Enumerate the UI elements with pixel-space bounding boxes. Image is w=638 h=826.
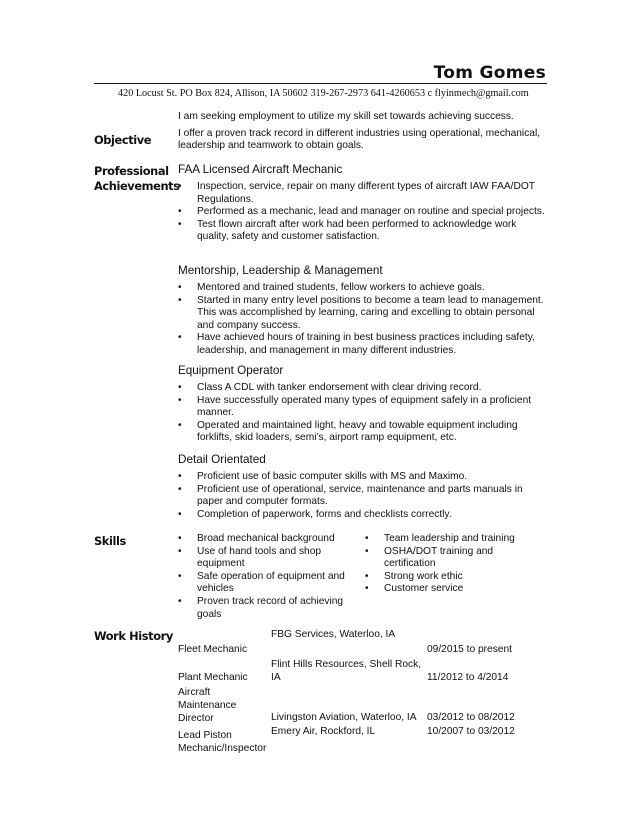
- job-company: Livingston Aviation, Waterloo, IA: [271, 712, 417, 723]
- list-item: • Inspection, service, repair on many different types of aircraft IAW FAA/DOT Regulations.: [178, 181, 548, 206]
- list-item: • Proficient use of operational, service, maintenance and parts manuals in paper and computer formats.: [178, 484, 548, 509]
- job-company: FBG Services, Waterloo, IA: [271, 629, 396, 640]
- skills-section: [178, 533, 548, 621]
- work-history-label: Work History: [94, 629, 173, 643]
- skills-label: Skills: [94, 534, 126, 548]
- objective-paragraph-1: I am seeking employment to utilize my skill set towards achieving success.: [178, 111, 514, 122]
- achievement-group-detail: [178, 453, 548, 521]
- list-item: • Broad mechanical background: [178, 533, 359, 546]
- header-divider: [94, 83, 547, 84]
- achievement-group-faa: [178, 163, 548, 244]
- job-title: Fleet Mechanic: [178, 644, 248, 655]
- achievement-heading: Detail Orientated: [178, 453, 266, 466]
- job-dates: 11/2012 to 4/2014: [427, 672, 509, 683]
- achievement-heading: Equipment Operator: [178, 364, 284, 377]
- achievements-label-line1: Professional: [94, 164, 169, 178]
- objective-paragraph-2: I offer a proven track record in different industries using operational, mechanical, leadership and teamwork to obtain goals.: [178, 127, 541, 152]
- list-item: • Team leadership and training: [365, 533, 525, 546]
- objective-section: [178, 111, 548, 153]
- list-item: • Customer service: [365, 583, 525, 596]
- list-item: • Started in many entry level positions to become a team lead to management. This was accomplished by learning, caring and excelling to obtain personal and company success.: [178, 295, 548, 333]
- list-item: • Test flown aircraft after work had been performed to acknowledge work quality, safety and customer satisfaction.: [178, 219, 548, 244]
- job-dates: 10/2007 to 03/2012: [427, 726, 515, 737]
- achievement-group-mentorship: [178, 264, 548, 358]
- list-item: • Safe operation of equipment and vehicles: [178, 571, 359, 596]
- job-dates: 09/2015 to present: [427, 644, 512, 655]
- achievements-label-line2: Achievements: [94, 179, 180, 193]
- list-item: • Proficient use of basic computer skills with MS and Maximo.: [178, 471, 548, 484]
- achievement-heading: FAA Licensed Aircraft Mechanic: [178, 163, 343, 176]
- list-item: • Mentored and trained students, fellow workers to achieve goals.: [178, 282, 548, 295]
- skills-left-column: [178, 533, 359, 621]
- list-item: • Completion of paperwork, forms and checklists correctly.: [178, 509, 548, 522]
- achievement-group-equipment: [178, 364, 548, 445]
- list-item: • Have successfully operated many types of equipment safely in a proficient manner.: [178, 395, 548, 420]
- job-company: Flint Hills Resources, Shell Rock, IA: [271, 659, 422, 683]
- list-item: • Proven track record of achieving goals: [178, 596, 359, 621]
- list-item: • Use of hand tools and shop equipment: [178, 546, 359, 571]
- list-item: • Have achieved hours of training in best business practices including safety, leadership, and management in many different industries.: [178, 332, 548, 357]
- job-title: Plant Mechanic: [178, 672, 248, 683]
- contact-line: 420 Locust St. PO Box 824, Allison, IA 50602 319-267-2973 641-4260653 c flyinmech@gmail.com: [118, 88, 529, 99]
- achievements-label: [94, 164, 180, 194]
- list-item: • Class A CDL with tanker endorsement with clear driving record.: [178, 382, 548, 395]
- list-item: • Performed as a mechanic, lead and manager on routine and special projects.: [178, 206, 548, 219]
- job-title: Aircraft Maintenance Director: [178, 687, 237, 724]
- resume-name: Tom Gomes: [433, 63, 546, 83]
- skills-right-column: [365, 533, 525, 621]
- objective-label: Objective: [94, 133, 152, 147]
- achievement-heading: Mentorship, Leadership & Management: [178, 264, 383, 277]
- job-title: Lead Piston Mechanic/Inspector: [178, 730, 267, 754]
- job-company: Emery Air, Rockford, IL: [271, 726, 376, 737]
- list-item: • Strong work ethic: [365, 571, 525, 584]
- list-item: • Operated and maintained light, heavy and towable equipment including forklifts, skid loaders, semi’s, airport ramp equipment, etc.: [178, 420, 548, 445]
- job-dates: 03/2012 to 08/2012: [427, 712, 515, 723]
- list-item: • OSHA/DOT training and certification: [365, 546, 525, 571]
